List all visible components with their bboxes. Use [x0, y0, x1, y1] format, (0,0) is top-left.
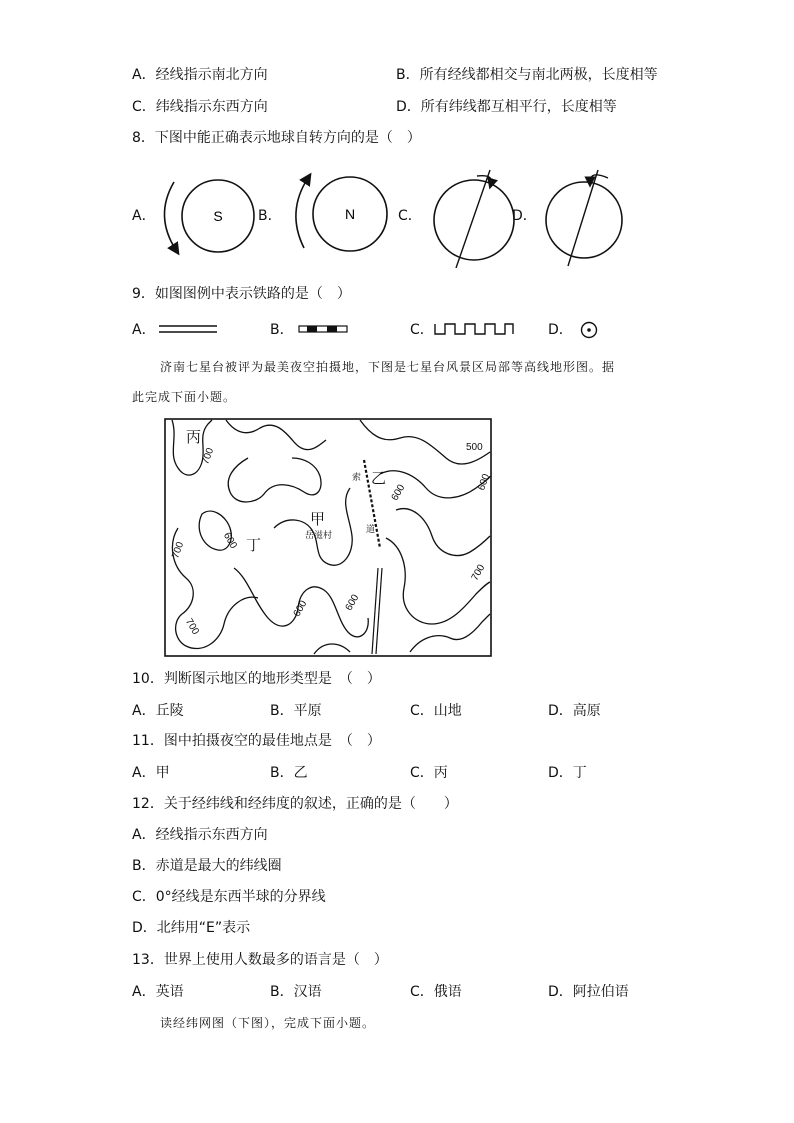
- globe-b-label: N: [344, 206, 356, 222]
- q9-label-d: D．: [548, 322, 573, 338]
- q8-label-c: C．: [398, 208, 422, 224]
- q12-option-b: B．赤道是最大的纬线圈: [132, 858, 282, 874]
- contour-map: [164, 418, 492, 658]
- map-contour-500: 500: [466, 442, 483, 453]
- q9-label-a: A．: [132, 322, 156, 338]
- q8-label-a: A．: [132, 208, 156, 224]
- map-label-yi: 乙: [371, 470, 387, 487]
- map-contour-600-d: 600: [291, 598, 310, 619]
- q11-option-b: B．乙: [270, 765, 308, 781]
- map-contour-700-b: 700: [170, 540, 187, 561]
- railway-icon: [299, 326, 347, 332]
- q11-option-a: A．甲: [132, 765, 170, 781]
- q10-option-d: D．高原: [548, 703, 601, 719]
- q8-label-d: D．: [512, 208, 537, 224]
- map-label-village: 岳滋村: [305, 530, 333, 540]
- map-contour-600-b: 600: [476, 472, 492, 493]
- globe-b-north-icon: [296, 177, 387, 251]
- wall-line-icon: [435, 324, 513, 334]
- map-label-jia: 甲: [310, 511, 326, 528]
- q13-option-c: C．俄语: [410, 984, 462, 1000]
- globe-d-axis-icon: [546, 170, 622, 266]
- globe-c-axis-icon: [434, 170, 514, 268]
- q7-option-b: B．所有经线都相交与南北两极，长度相等: [396, 67, 658, 83]
- q8-stem: 8．下图中能正确表示地球自转方向的是（ ）: [132, 130, 421, 146]
- map-contour-700-c: 700: [182, 616, 201, 637]
- q11-option-d: D．丁: [548, 765, 587, 781]
- q9-stem: 9．如图图例中表示铁路的是（ ）: [132, 286, 351, 302]
- q7-option-c: C．纬线指示东西方向: [132, 99, 268, 115]
- circle-dot-icon: [582, 323, 597, 338]
- map-contour-700-d: 700: [469, 562, 488, 583]
- map-label-ding: 丁: [246, 537, 262, 554]
- q9-label-c: C．: [410, 322, 434, 338]
- map-label-suo: 索: [352, 472, 362, 482]
- q9-label-b: B．: [270, 322, 294, 338]
- q13-option-b: B．汉语: [270, 984, 322, 1000]
- map-contour-600-e: 600: [343, 592, 362, 613]
- q12-option-c: C．0°经线是东西半球的分界线: [132, 889, 326, 905]
- map-contour-600-a: 600: [389, 482, 408, 503]
- map-contour-700-a: 700: [200, 446, 217, 467]
- rotation-figures: [150, 168, 630, 268]
- q13-option-a: A．英语: [132, 984, 184, 1000]
- q7-option-d: D．所有纬线都互相平行，长度相等: [396, 99, 617, 115]
- q10-option-b: B．平原: [270, 703, 322, 719]
- q11-stem: 11．图中拍摄夜空的最佳地点是 （ ）: [132, 733, 381, 749]
- q12-stem: 12．关于经纬线和经纬度的叙述，正确的是（ ）: [132, 796, 458, 812]
- q7-option-a: A．经线指示南北方向: [132, 67, 268, 83]
- double-line-icon: [159, 326, 217, 332]
- q13-option-d: D．阿拉伯语: [548, 984, 629, 1000]
- q12-option-a: A．经线指示东西方向: [132, 827, 268, 843]
- q11-option-c: C．丙: [410, 765, 448, 781]
- intro2-passage: 读经纬网图（下图），完成下面小题。: [160, 1016, 376, 1030]
- intro-passage-line2: 此完成下面小题。: [132, 390, 237, 404]
- q8-label-b: B．: [258, 208, 282, 224]
- map-contour-600-c: 600: [220, 530, 239, 551]
- intro-passage-line1: 济南七星台被评为最美夜空拍摄地，下图是七星台风景区局部等高线地形图。据: [160, 360, 616, 374]
- map-label-bing: 丙: [186, 429, 202, 446]
- q10-option-c: C．山地: [410, 703, 462, 719]
- q13-stem: 13．世界上使用人数最多的语言是（ ）: [132, 952, 388, 968]
- q12-option-d: D．北纬用“E”表示: [132, 920, 251, 936]
- map-label-dao: 道: [366, 524, 376, 534]
- globe-a-south-icon: [164, 180, 254, 252]
- globe-a-label: S: [213, 208, 223, 224]
- q10-option-a: A．丘陵: [132, 703, 184, 719]
- legend-symbols: [155, 320, 615, 340]
- q10-stem: 10．判断图示地区的地形类型是 （ ）: [132, 671, 381, 687]
